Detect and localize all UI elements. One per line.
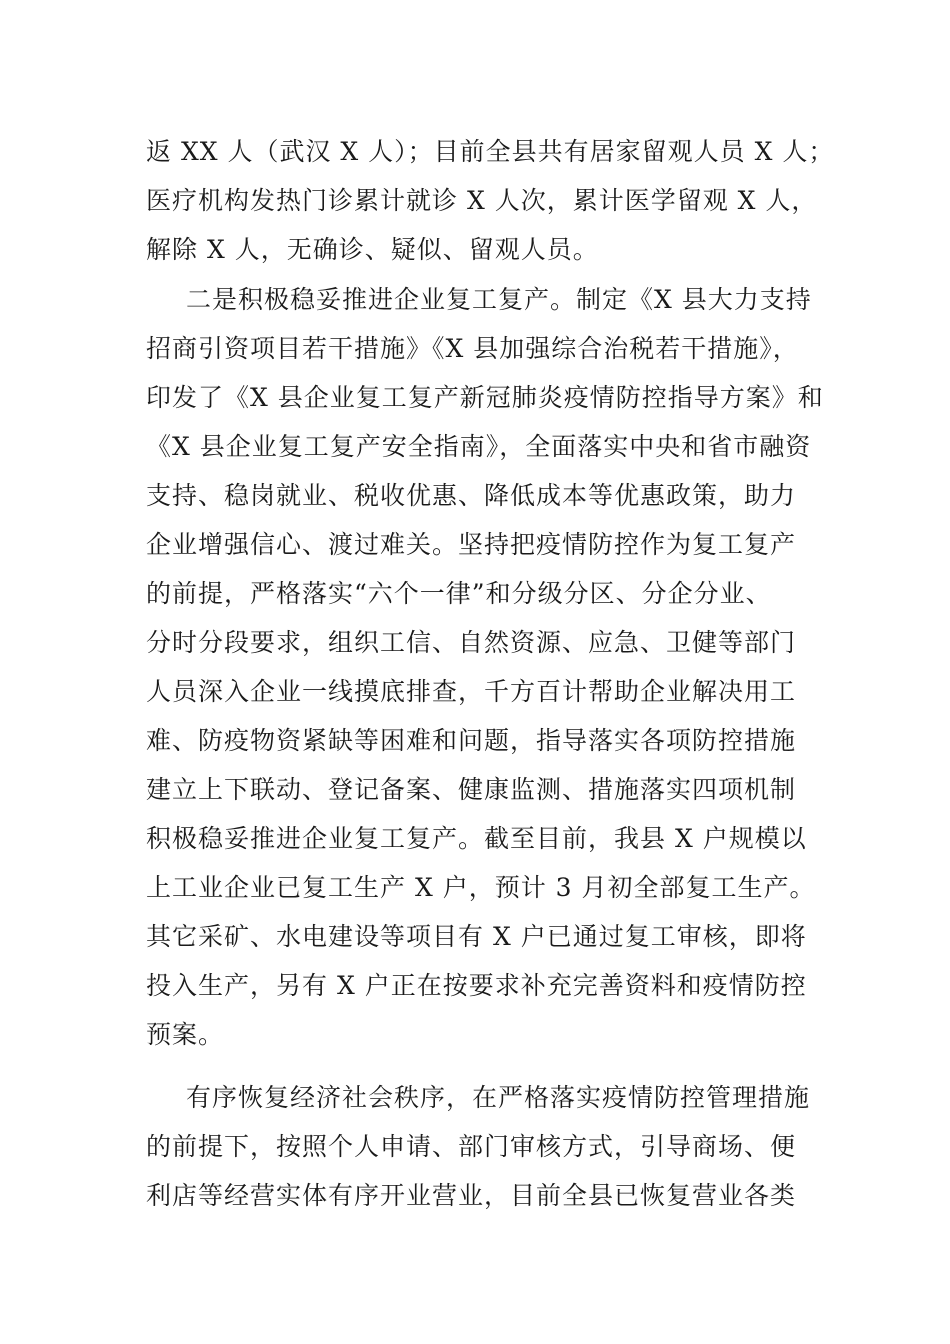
paragraph-line: 的前提，严格落实“六个一律”和分级分区、分企分业、 [146, 579, 772, 608]
paragraph-line: 《X 县企业复工复产安全指南》，全面落实中央和省市融资 [146, 432, 812, 461]
paragraph-line: 企业增强信心、渡过难关。坚持把疫情防控作为复工复产 [146, 530, 797, 559]
paragraph-line: 有序恢复经济社会秩序，在严格落实疫情防控管理措施 [186, 1083, 811, 1112]
paragraph-line: 医疗机构发热门诊累计就诊 X 人次，累计医学留观 X 人， [146, 186, 818, 215]
paragraph-line: 分时分段要求，组织工信、自然资源、应急、卫健等部门 [146, 628, 797, 657]
paragraph-line: 预案。 [146, 1020, 225, 1049]
paragraph-line: 投入生产，另有 X 户正在按要求补充完善资料和疫情防控 [146, 971, 807, 1000]
paragraph-line: 其它采矿、水电建设等项目有 X 户已通过复工审核，即将 [146, 922, 807, 951]
paragraph-line: 积极稳妥推进企业复工复产。截至目前，我县 X 户规模以 [146, 824, 807, 853]
paragraph-line: 的前提下，按照个人申请、部门审核方式，引导商场、便 [146, 1132, 797, 1161]
paragraph-line: 难、防疫物资紧缺等困难和问题，指导落实各项防控措施 [146, 726, 797, 755]
paragraph-3 [146, 1073, 811, 1220]
paragraph-line: 利店等经营实体有序开业营业，目前全县已恢复营业各类 [146, 1181, 797, 1210]
paragraph-2 [146, 275, 824, 1059]
paragraph-line: 人员深入企业一线摸底排查，千方百计帮助企业解决用工 [146, 677, 797, 706]
paragraph-line: 二是积极稳妥推进企业复工复产。制定《X 县大力支持 [186, 285, 812, 314]
paragraph-line: 支持、稳岗就业、税收优惠、降低成本等优惠政策，助力 [146, 481, 797, 510]
paragraph-line: 上工业企业已复工生产 X 户，预计 3 月初全部复工生产。 [146, 873, 816, 902]
paragraph-line: 印发了《X 县企业复工复产新冠肺炎疫情防控指导方案》和 [146, 383, 824, 412]
paragraph-line: 招商引资项目若干措施》《X 县加强综合治税若干措施》， [146, 334, 799, 363]
paragraph-line: 建立上下联动、登记备案、健康监测、措施落实四项机制 [146, 775, 797, 804]
paragraph-1 [146, 127, 835, 274]
paragraph-line: 返 XX 人（武汉 X 人）；目前全县共有居家留观人员 X 人； [146, 137, 835, 166]
paragraph-line: 解除 X 人，无确诊、疑似、留观人员。 [146, 235, 599, 264]
